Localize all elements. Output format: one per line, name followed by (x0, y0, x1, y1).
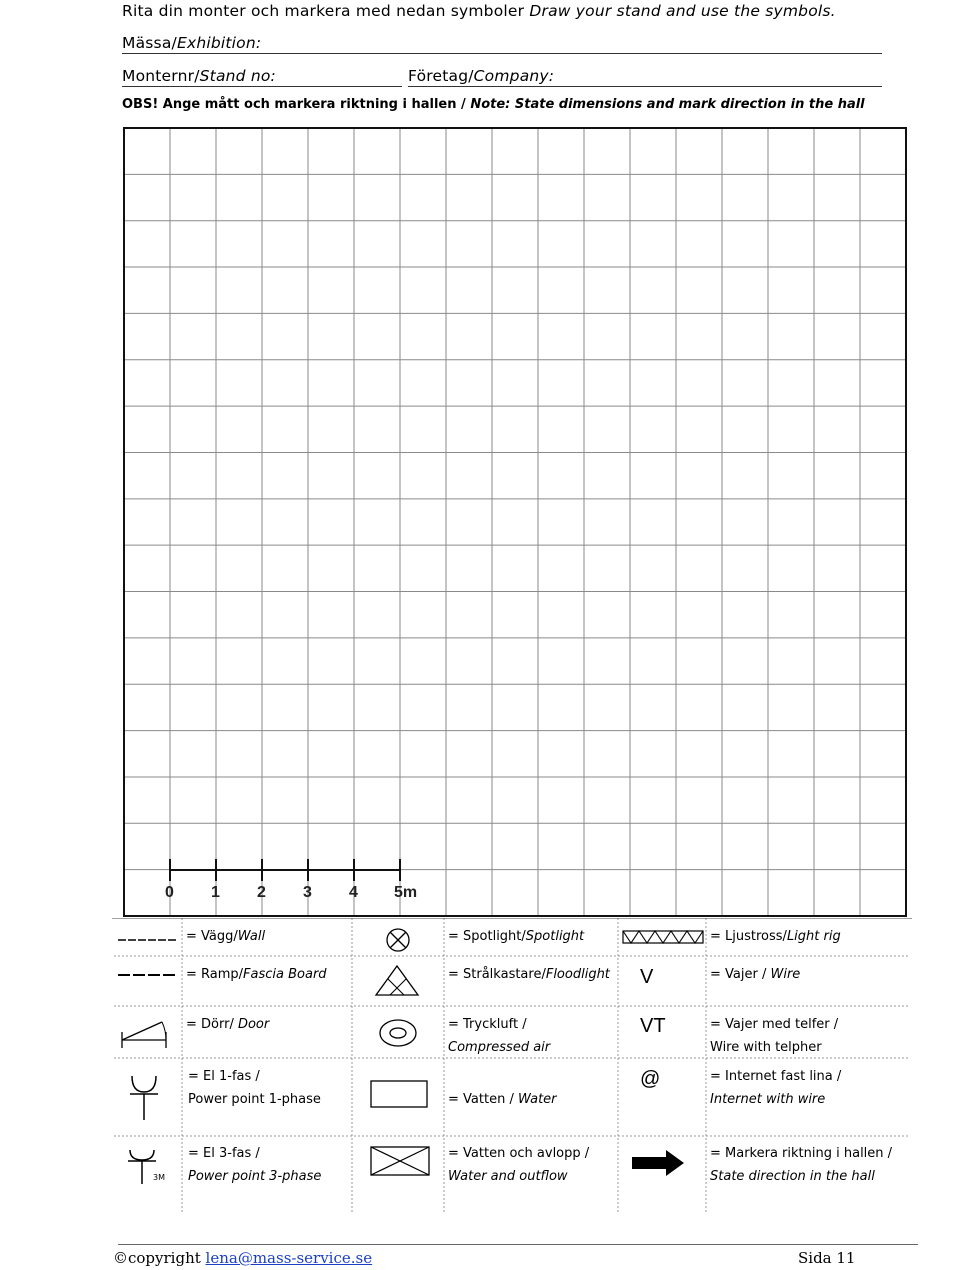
scale-tick-label: 3 (303, 884, 312, 901)
instruction-en: Draw your stand and use the symbols. (529, 2, 836, 20)
legend-power-3-phase-en: Power point 3-phase (188, 1169, 322, 1184)
legend-door-sv: = Dörr/ (186, 1017, 238, 1032)
legend-floodlight-en: Floodlight (545, 967, 610, 982)
power-3-phase-icon (126, 1148, 176, 1188)
legend-light-rig-sv: = Ljustross/ (710, 929, 787, 944)
note-en: Note: State dimensions and mark direction in the hall (470, 97, 865, 112)
direction-arrow-icon (630, 1148, 686, 1178)
light-rig-icon (622, 930, 704, 946)
legend-ramp-sv: = Ramp/ (186, 967, 244, 982)
legend-light-rig-en: Light rig (786, 929, 841, 944)
legend-compressed-air-en: Compressed air (448, 1040, 551, 1055)
legend-compressed-air (448, 1013, 550, 1059)
legend-power-1-phase-en: Power point 1-phase (188, 1092, 321, 1107)
water-icon (370, 1080, 430, 1110)
internet-icon: @ (640, 1068, 661, 1090)
legend-power-1-phase-sv: = El 1-fas / (188, 1069, 260, 1084)
wire-telpher-icon: VT (640, 1015, 666, 1037)
stand-label-en: Stand no: (199, 67, 276, 85)
legend-wire-sv: = Vajer / (710, 967, 771, 982)
scale-tick-label: 5m (394, 884, 418, 901)
legend-internet-sv: = Internet fast lina / (710, 1069, 842, 1084)
grid-lines (124, 128, 906, 916)
symbol-legend (112, 918, 912, 1216)
page-number: Sida 11 (798, 1249, 856, 1267)
copyright-text: ©copyright (113, 1249, 206, 1267)
compressed-air-icon (378, 1018, 418, 1048)
legend-floodlight-sv: = Strålkastare/ (448, 967, 546, 982)
scale-tick-label: 0 (165, 884, 174, 901)
legend-power-1-phase (188, 1065, 321, 1111)
legend-wire-telpher-en: Wire with telpher (710, 1040, 822, 1055)
legend-wall (186, 925, 265, 948)
legend-internet-en: Internet with wire (710, 1092, 826, 1107)
scale-tick-label: 2 (257, 884, 266, 901)
legend-ramp-en: Fascia Board (243, 967, 327, 982)
legend-direction-sv: = Markera riktning i hallen / (710, 1146, 893, 1161)
scale-bar (165, 859, 417, 901)
grid-border (124, 128, 906, 916)
instruction-sv: Rita din monter och markera med nedan symboler (122, 2, 525, 20)
legend-power-3-phase-sv: = El 3-fas / (188, 1146, 260, 1161)
legend-wire (710, 963, 800, 986)
scale-tick-label: 4 (349, 884, 358, 901)
exhibition-label-en: Exhibition: (176, 34, 262, 52)
legend-spotlight (448, 925, 584, 948)
company-label-sv: Företag/ (408, 67, 474, 85)
legend-water-en: Water (517, 1092, 557, 1107)
power-1-phase-icon (126, 1070, 162, 1122)
legend-floodlight (448, 963, 610, 986)
legend-door (186, 1013, 269, 1036)
legend-direction-en: State direction in the hall (710, 1169, 875, 1184)
legend-spotlight-en: Spotlight (525, 929, 585, 944)
footer-copyright (113, 1249, 372, 1267)
legend-ramp (186, 963, 327, 986)
legend-wire-telpher-sv: = Vajer med telfer / (710, 1017, 839, 1032)
legend-door-en: Door (237, 1017, 270, 1032)
floodlight-icon (374, 964, 420, 998)
power-3-phase-label: 3M (153, 1173, 165, 1182)
legend-water-outflow (448, 1142, 589, 1188)
legend-water-sv: = Vatten / (448, 1092, 518, 1107)
email-link[interactable]: lena@mass-service.se (205, 1249, 373, 1267)
company-label-en: Company: (473, 67, 555, 85)
scale-tick-label: 1 (211, 884, 220, 901)
stand-label-sv: Monternr/ (122, 67, 200, 85)
note-sv: OBS! Ange mått och markera riktning i hallen / (122, 97, 466, 112)
legend-direction (710, 1142, 892, 1188)
legend-wall-sv: = Vägg/ (186, 929, 238, 944)
door-icon (118, 1018, 170, 1050)
legend-power-3-phase (188, 1142, 321, 1188)
legend-water (448, 1088, 557, 1111)
spotlight-icon (384, 926, 412, 954)
wire-v-icon: V (640, 966, 654, 988)
wall-line-icon (118, 930, 176, 944)
legend-light-rig (710, 925, 841, 948)
legend-wire-en: Wire (770, 967, 801, 982)
ramp-line-icon (118, 968, 176, 982)
legend-water-outflow-sv: = Vatten och avlopp / (448, 1146, 590, 1161)
legend-spotlight-sv: = Spotlight/ (448, 929, 526, 944)
legend-internet (710, 1065, 841, 1111)
legend-wall-en: Wall (237, 929, 266, 944)
exhibition-label-sv: Mässa/ (122, 34, 177, 52)
footer-rule (118, 1244, 918, 1245)
water-outflow-icon (370, 1146, 432, 1178)
legend-water-outflow-en: Water and outflow (448, 1169, 568, 1184)
legend-compressed-air-sv: = Tryckluft / (448, 1017, 527, 1032)
legend-wire-telpher (710, 1013, 838, 1059)
